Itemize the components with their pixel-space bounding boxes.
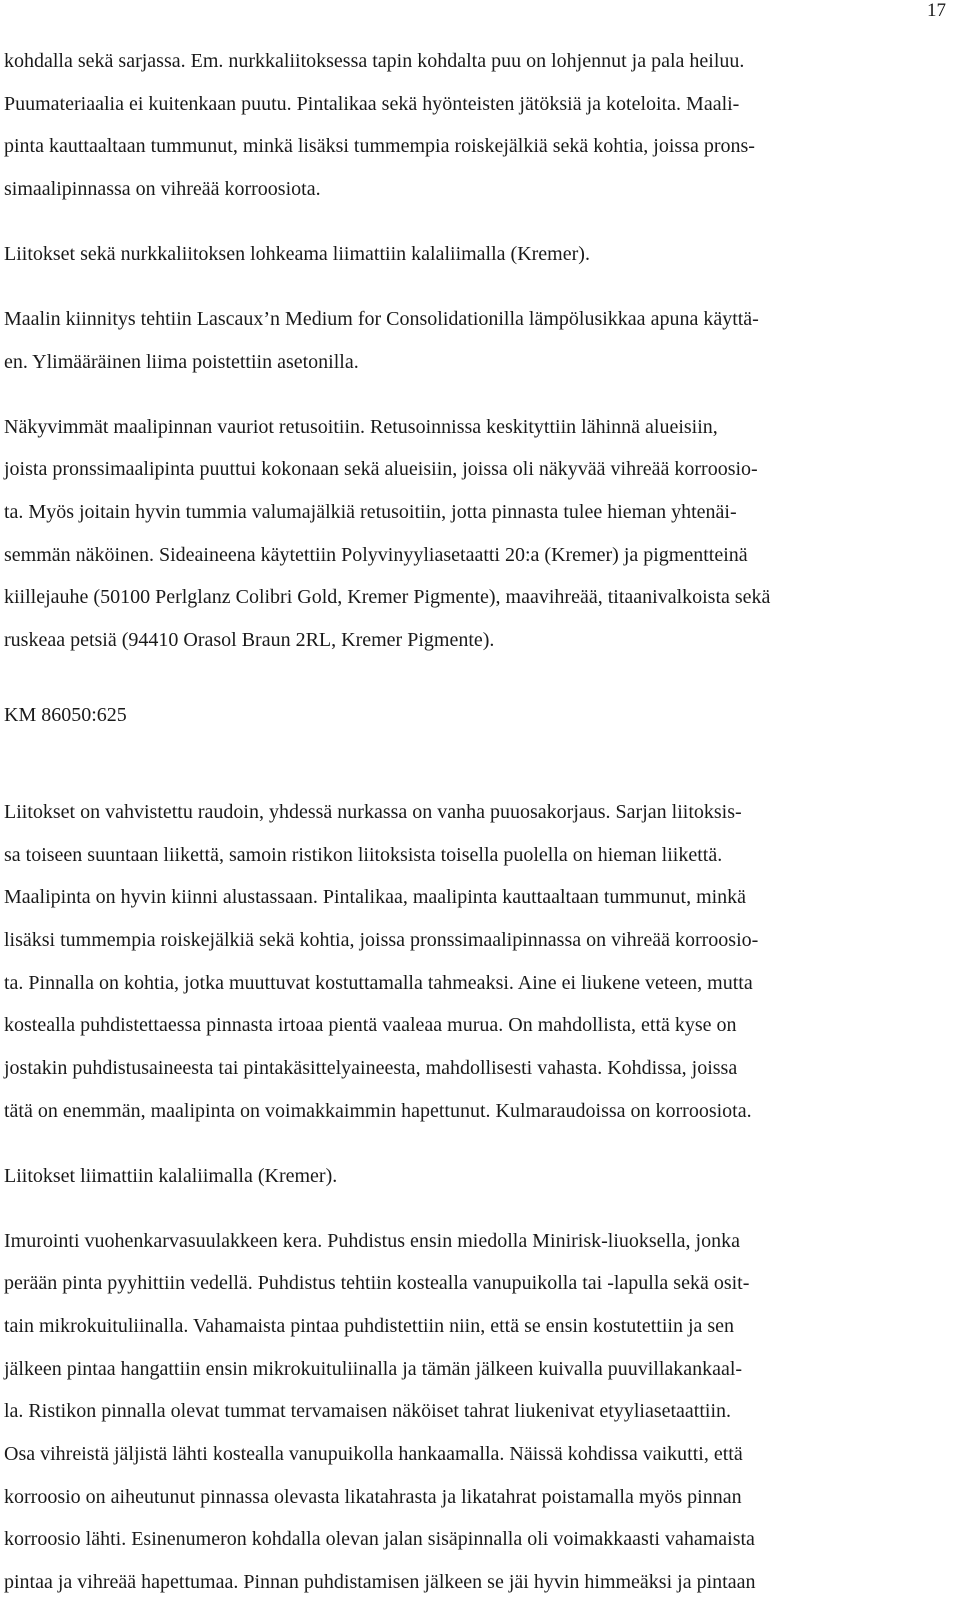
text-line: Liitokset on vahvistettu raudoin, yhdessä nurkassa on vanha puuosakorjaus. Sarjan liitoksis- — [4, 800, 742, 823]
paragraph — [4, 233, 954, 276]
paragraph-gap — [4, 737, 954, 769]
text-line: semmän näköinen. Sideaineena käytettiin Polyvinyyliasetaatti 20:a (Kremer) ja pigmentteinä — [4, 543, 748, 566]
text-line: kostealla puhdistettaessa pinnasta irtoaa pientä vaaleaa murua. On mahdollista, että kyse on — [4, 1014, 737, 1037]
paragraph — [4, 406, 954, 662]
document-body — [4, 40, 954, 1604]
text-line: Puumateriaalia ei kuitenkaan puutu. Pintalikaa sekä hyönteisten jätöksiä ja koteloita. Maali- — [4, 92, 740, 115]
text-line: Liitokset sekä nurkkaliitoksen lohkeama liimattiin kalaliimalla (Kremer). — [4, 243, 590, 266]
text-line: KM 86050:625 — [4, 703, 127, 726]
text-line: tain mikrokuituliinalla. Vahamaista pintaa puhdistettiin niin, että se ensin kostutettiin ja sen — [4, 1314, 735, 1337]
text-line: pinta kauttaaltaan tummunut, minkä lisäksi tummempia roiskejälkiä sekä kohtia, joissa prons- — [4, 135, 755, 158]
paragraph — [4, 1220, 954, 1604]
paragraph — [4, 1155, 954, 1198]
text-line: ta. Myös joitain hyvin tummia valumajälkiä retusoitiin, jotta pinnasta tulee hieman yhtenäi- — [4, 501, 737, 524]
paragraph — [4, 791, 954, 1133]
text-line: tätä on enemmän, maalipinta on voimakkaimmin hapettunut. Kulmaraudoissa on korroosiota. — [4, 1099, 752, 1122]
text-line: ta. Pinnalla on kohtia, jotka muuttuvat kostuttamalla tahmeaksi. Aine ei liukene veteen, mutta — [4, 971, 753, 994]
paragraph-gap — [4, 769, 954, 791]
paragraph-gap — [4, 383, 954, 405]
text-line: jostakin puhdistusaineesta tai pintakäsittelyaineesta, mahdollisesti vahasta. Kohdissa, joissa — [4, 1056, 738, 1079]
paragraph — [4, 40, 954, 211]
text-line: en. Ylimääräinen liima poistettiin asetonilla. — [4, 350, 359, 373]
text-line: joista pronssimaalipinta puuttui kokonaan sekä alueisiin, joissa oli näkyvää vihreää korroosio- — [4, 458, 758, 481]
text-line: korroosio lähti. Esinenumeron kohdalla olevan jalan sisäpinnalla oli voimakkaasti vahamaista — [4, 1528, 755, 1551]
text-line: Maalipinta on hyvin kiinni alustassaan. Pintalikaa, maalipinta kauttaaltaan tummunut, minkä — [4, 886, 747, 909]
section-heading — [4, 694, 954, 737]
paragraph — [4, 298, 954, 383]
text-line: lisäksi tummempia roiskejälkiä sekä kohtia, joissa pronssimaalipinnassa on vihreää korroosio- — [4, 928, 759, 951]
text-line: ruskeaa petsiä (94410 Orasol Braun 2RL, Kremer Pigmente). — [4, 629, 495, 652]
paragraph-gap — [4, 276, 954, 298]
text-line: Maalin kiinnitys tehtiin Lascaux’n Medium for Consolidationilla lämpölusikkaa apuna käyttä- — [4, 308, 759, 331]
text-line: korroosio on aiheutunut pinnassa olevasta likatahrasta ja likatahrat poistamalla myös pinnan — [4, 1485, 742, 1508]
paragraph-gap — [4, 211, 954, 233]
text-line: Imurointi vuohenkarvasuulakkeen kera. Puhdistus ensin miedolla Minirisk-liuoksella, jonka — [4, 1229, 740, 1252]
text-line: kohdalla sekä sarjassa. Em. nurkkaliitoksessa tapin kohdalta puu on lohjennut ja pala heiluu. — [4, 50, 745, 72]
text-line: Liitokset liimattiin kalaliimalla (Kremer). — [4, 1164, 338, 1187]
text-line: jälkeen pintaa hangattiin ensin mikrokuituliinalla ja tämän jälkeen kuivalla puuvillakankaal- — [4, 1357, 743, 1380]
text-line: la. Ristikon pinnalla olevat tummat tervamaisen näköiset tahrat liukenivat etyyliasetaattiin. — [4, 1400, 732, 1423]
text-line: sa toiseen suuntaan liikettä, samoin ristikon liitoksista toisella puolella on hieman liikettä. — [4, 843, 723, 866]
text-line: perään pinta pyyhittiin vedellä. Puhdistus tehtiin kostealla vanupuikolla tai -lapulla sekä osit- — [4, 1272, 750, 1295]
paragraph-gap — [4, 1197, 954, 1219]
paragraph-gap — [4, 1132, 954, 1154]
text-line: simaalipinnassa on vihreää korroosiota. — [4, 178, 321, 201]
text-line: Osa vihreistä jäljistä lähti kostealla vanupuikolla hankaamalla. Näissä kohdissa vaikutti, että — [4, 1443, 743, 1466]
text-line: Näkyvimmät maalipinnan vauriot retusoitiin. Retusoinnissa keskityttiin lähinnä alueisiin, — [4, 415, 718, 438]
text-line: kiillejauhe (50100 Perlglanz Colibri Gold, Kremer Pigmente), maavihreää, titaanivalkoista sekä — [4, 586, 771, 609]
paragraph-gap — [4, 662, 954, 694]
page-number: 17 — [927, 0, 946, 21]
text-line: pintaa ja vihreää hapettumaa. Pinnan puhdistamisen jälkeen se jäi hyvin himmeäksi ja pintaan — [4, 1571, 756, 1594]
